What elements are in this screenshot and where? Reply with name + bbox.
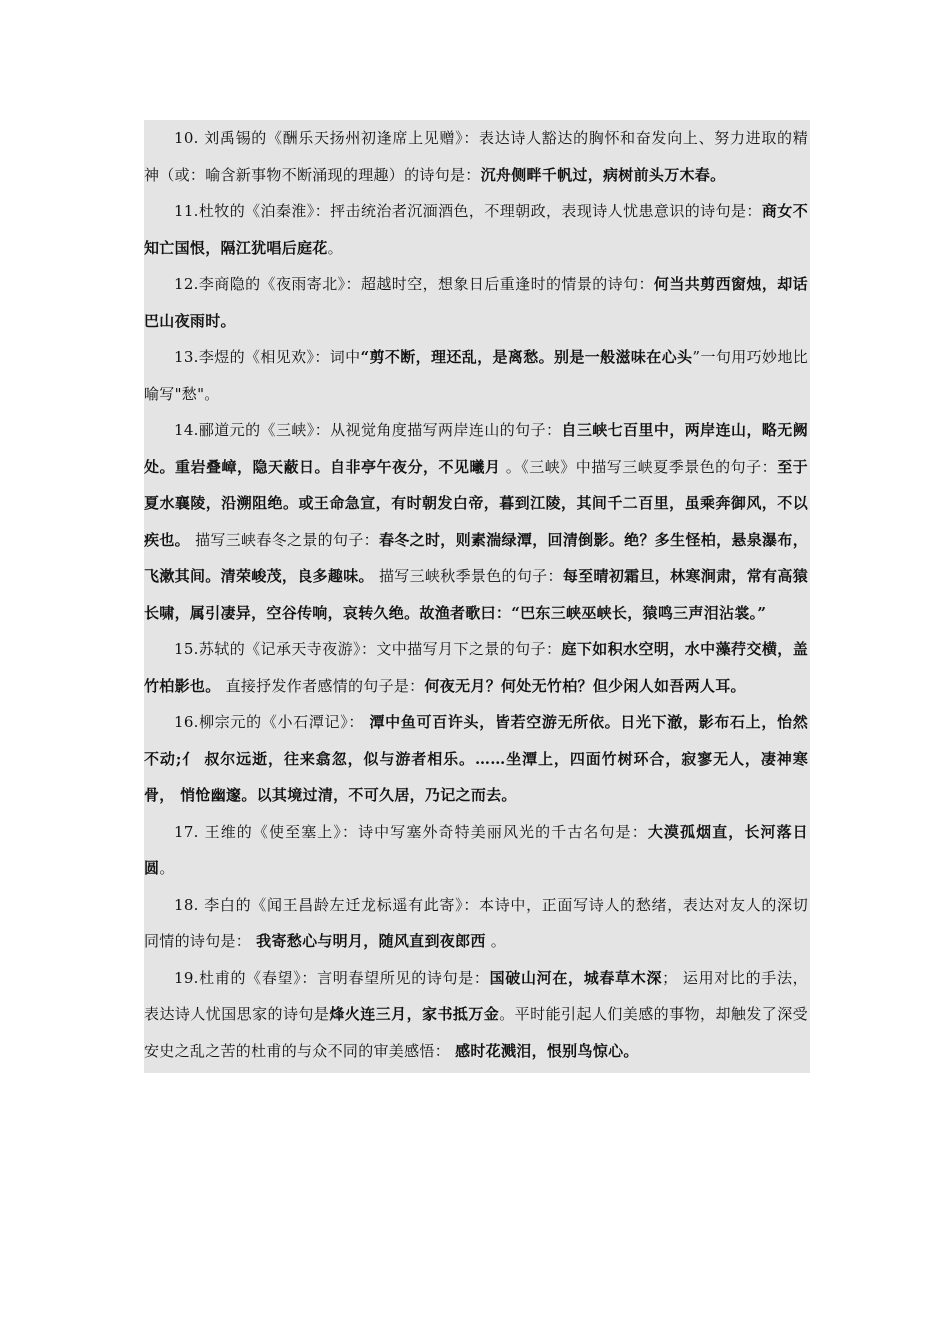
poem-notes-block <box>144 120 810 1073</box>
entry-11: 11.杜牧的《泊秦淮》：抨击统治者沉湎酒色，不理朝政，表现诗人忧患意识的诗句是：商女不知亡国恨，隔江犹唱后庭花。 <box>144 202 808 257</box>
entry-12: 12.李商隐的《夜雨寄北》：超越时空，想象日后重逢时的情景的诗句：何当共剪西窗烛，却话巴山夜雨时。 <box>144 275 808 330</box>
entry-19: 19.杜甫的《春望》：言明春望所见的诗句是：国破山河在，城春草木深； 运用对比的手法，表达诗人忧国思家的诗句是烽火连三月，家书抵万金。平时能引起人们美感的事物，却触发了深受安史之乱之苦的杜甫的与众不同的审美感悟： 感时花溅泪，恨别鸟惊心。 <box>144 968 808 1060</box>
entry-17: 17. 王维的《使至塞上》：诗中写塞外奇特美丽风光的千古名句是：大漠孤烟直，长河落日圆。 <box>144 822 808 877</box>
entry-10: 10. 刘禹锡的《酬乐天扬州初逢席上见赠》：表达诗人豁达的胸怀和奋发向上、努力进取的精神（或：喻含新事物不断涌现的理趣）的诗句是：沉舟侧畔千帆过，病树前头万木春。 <box>144 129 808 184</box>
entry-13: 13.李煜的《相见欢》：词中“剪不断，理还乱，是离愁。别是一般滋味在心头”一句用巧妙地比喻写"愁"。 <box>144 348 809 403</box>
entry-16: 16.柳宗元的《小石潭记》： 潭中鱼可百许头，皆若空游无所依。日光下澈，影布石上，怡然不动;亻 叔尔远逝，往来翕忽，似与游者相乐。……坐潭上，四面竹树环合，寂寥无人，凄神寒骨， 悄怆幽邃。以其境过清，不可久居，乃记之而去。 <box>144 713 809 804</box>
entry-14: 14.郦道元的《三峡》：从视觉角度描写两岸连山的句子：自三峡七百里中，两岸连山，略无阙处。重岩叠嶂，隐天蔽日。自非亭午夜分，不见曦月 。《三峡》中描写三峡夏季景色的句子：至于夏水襄陵，沿溯阻绝。或王命急宣，有时朝发白帝，暮到江陵，其间千二百里，虽乘奔御风，不以疾也。 描写三峡春冬之景的句子：春冬之时，则素湍绿潭，回清倒影。绝？多生怪柏，悬泉瀑布，飞漱其间。清荣峻茂，良多趣味。 描写三峡秋季景色的句子：每至晴初霜旦，林寒涧肃，常有高猿长啸，属引凄异，空谷传响，哀转久绝。故渔者歌曰：“巴东三峡巫峡长，猿鸣三声泪沾裳。” <box>144 421 809 622</box>
entry-15: 15.苏轼的《记承天寺夜游》：文中描写月下之景的句子：庭下如积水空明，水中藻荇交横，盖竹柏影也。 直接抒发作者感情的句子是：何夜无月？何处无竹柏？但少闲人如吾两人耳。 <box>144 640 808 695</box>
entry-18: 18. 李白的《闻王昌龄左迁龙标遥有此寄》：本诗中，正面写诗人的愁绪，表达对友人的深切同情的诗句是： 我寄愁心与明月，随风直到夜郎西 。 <box>144 895 808 950</box>
